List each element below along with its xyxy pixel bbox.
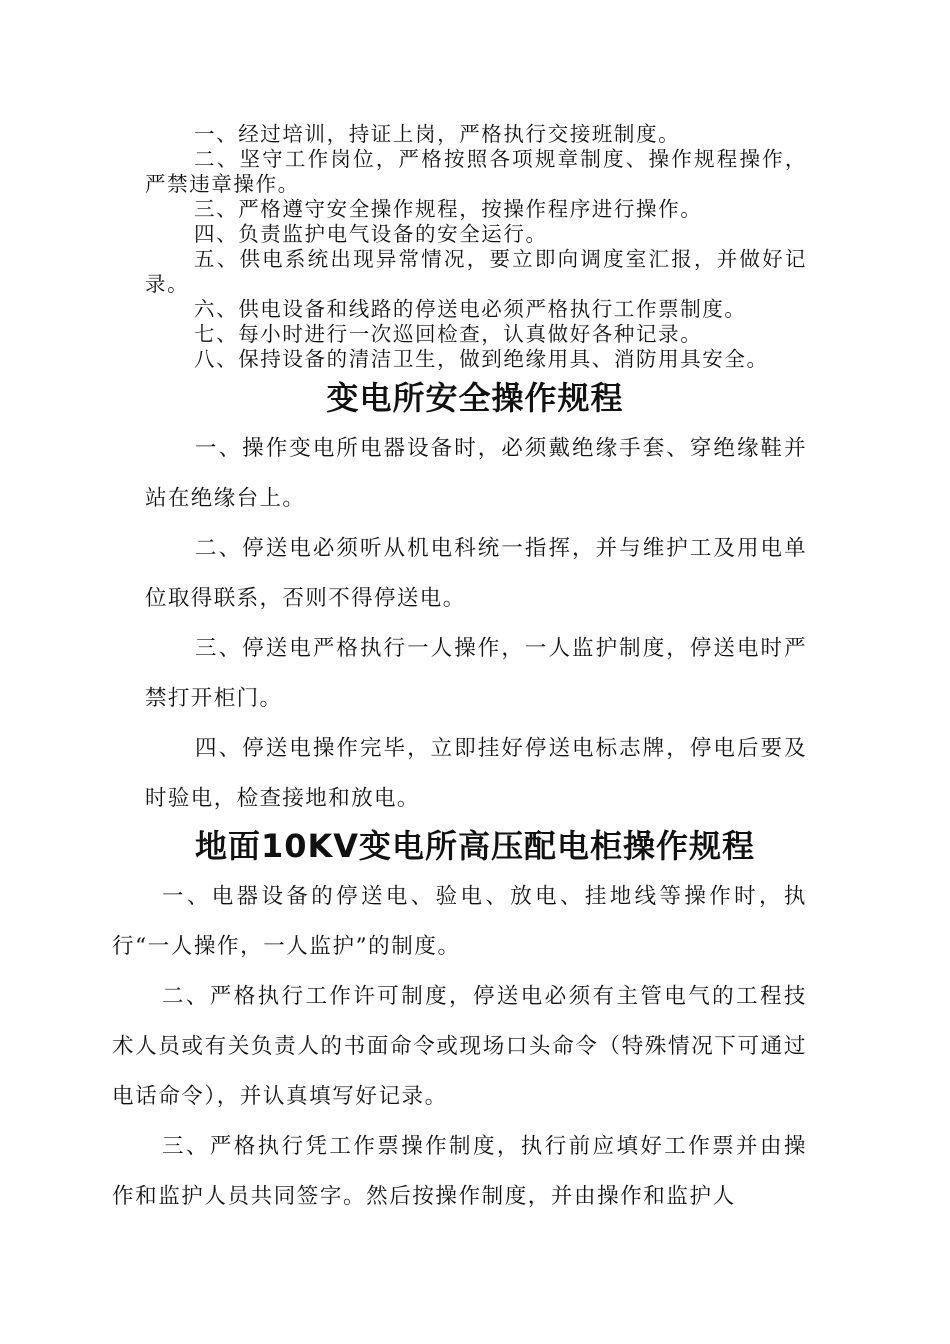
safety-rule-2: 二、停送电必须听从机电科统一指挥，并与维护工及用电单位取得联系，否则不得停送电。 [145,536,807,611]
cabinet-rule-1: 一、电器设备的停送电、验电、放电、挂地线等操作时，执行“一人操作，一人监护”的制度。 [112,884,807,959]
duty-item-5: 五、供电系统出现异常情况，要立即向调度室汇报，并做好记录。 [145,247,807,296]
high-voltage-cabinet-title: 地面10KV变电所高压配电柜操作规程 [194,827,756,865]
substation-safety-rules [145,424,807,824]
duty-item-8: 八、保持设备的清洁卫生，做到绝缘用具、消防用具安全。 [194,347,769,371]
cabinet-rule-3: 三、严格执行凭工作票操作制度，执行前应填好工作票并由操作和监护人员共同签字。然后按操作制度，并由操作和监护人 [112,1134,807,1209]
duty-list [145,122,807,372]
safety-rule-1: 一、操作变电所电器设备时，必须戴绝缘手套、穿绝缘鞋并站在绝缘台上。 [145,436,807,511]
safety-rule-3: 三、停送电严格执行一人操作，一人监护制度，停送电时严禁打开柜门。 [145,636,807,711]
cabinet-rule-2: 二、严格执行工作许可制度，停送电必须有主管电气的工程技术人员或有关负责人的书面命令或现场口头命令（特殊情况下可通过电话命令），并认真填写好记录。 [112,984,807,1109]
high-voltage-cabinet-rules [112,872,807,1222]
safety-rule-4: 四、停送电操作完毕，立即挂好停送电标志牌，停电后要及时验电，检查接地和放电。 [145,736,807,811]
duty-item-6: 六、供电设备和线路的停送电必须严格执行工作票制度。 [194,297,747,321]
substation-safety-title: 变电所安全操作规程 [326,379,624,417]
duty-item-4: 四、负责监护电气设备的安全运行。 [194,222,548,246]
duty-item-3: 三、严格遵守安全操作规程，按操作程序进行操作。 [194,197,703,221]
duty-item-7: 七、每小时进行一次巡回检查，认真做好各种记录。 [194,322,703,346]
duty-item-1: 一、经过培训，持证上岗，严格执行交接班制度。 [194,122,681,146]
duty-item-2: 二、坚守工作岗位，严格按照各项规章制度、操作规程操作，严禁违章操作。 [145,147,807,196]
